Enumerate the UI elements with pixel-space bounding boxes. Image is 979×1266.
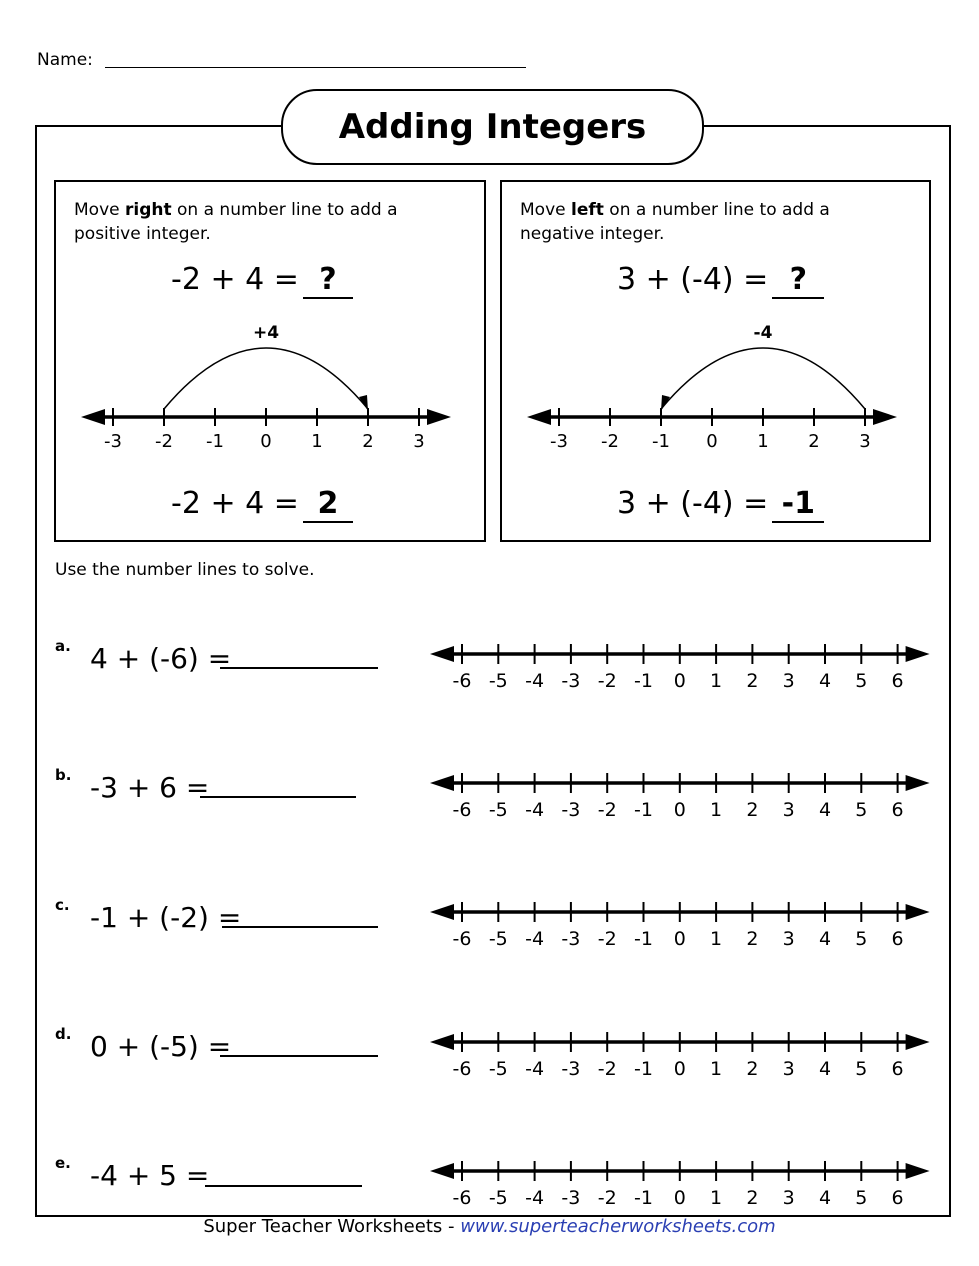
tick-label: -1 <box>634 799 653 821</box>
jump-arc <box>164 348 368 409</box>
tick-label: 5 <box>855 928 868 950</box>
tick-label: -6 <box>452 1187 472 1209</box>
tick-label: 2 <box>362 431 374 452</box>
tick-label: -6 <box>452 670 472 692</box>
tick-label: 5 <box>855 670 868 692</box>
tick-label: -1 <box>634 928 653 950</box>
page-title: Adding Integers <box>338 107 647 147</box>
jump-arrow-icon <box>661 395 670 411</box>
direction-word: left <box>571 200 604 220</box>
tick-label: 4 <box>818 799 832 821</box>
tick-label: -3 <box>561 670 581 692</box>
tick-label: 3 <box>782 1058 795 1080</box>
problem-expression: 4 + (-6) = <box>90 642 232 675</box>
question-mark: ? <box>303 262 353 299</box>
tick-label: 2 <box>746 1058 759 1080</box>
answer-line[interactable] <box>220 667 378 669</box>
tick-label: -5 <box>488 670 508 692</box>
tick-label: -4 <box>525 1058 545 1080</box>
example-panel-negative <box>500 180 931 542</box>
number-line-d <box>425 1018 935 1088</box>
tick-label: -2 <box>597 928 617 950</box>
tick-label: 5 <box>855 799 868 821</box>
tick-label: 0 <box>673 799 686 821</box>
tick-label: -5 <box>488 1058 508 1080</box>
tick-label: -6 <box>452 799 472 821</box>
tick-label: -1 <box>634 1058 653 1080</box>
tick-label: -4 <box>525 799 545 821</box>
tick-label: -4 <box>525 670 545 692</box>
tick-label: 1 <box>311 431 323 452</box>
example-answer: -2 + 4 = 2 <box>171 486 353 523</box>
right-arrow-icon <box>873 409 897 425</box>
tick-label: 1 <box>710 670 723 692</box>
example-question: -2 + 4 = ? <box>171 262 353 299</box>
right-arrow-icon <box>906 1163 930 1179</box>
problem-expression: -3 + 6 = <box>90 771 210 804</box>
problem-letter: a. <box>55 637 71 655</box>
footer-site: Super Teacher Worksheets - <box>203 1216 461 1237</box>
number-line-b <box>425 759 935 829</box>
tick-label: -5 <box>488 1187 508 1209</box>
answer-value: -1 <box>772 486 824 523</box>
right-arrow-icon <box>906 646 930 662</box>
answer-value: 2 <box>303 486 353 523</box>
tick-label: 5 <box>855 1187 868 1209</box>
tick-label: 0 <box>673 1187 686 1209</box>
left-arrow-icon <box>430 1163 454 1179</box>
tick-label: -3 <box>104 431 122 452</box>
right-arrow-icon <box>906 904 930 920</box>
tick-label: 4 <box>818 670 832 692</box>
tick-label: 1 <box>757 431 769 452</box>
tick-label: 2 <box>808 431 820 452</box>
example-panel-positive <box>54 180 486 542</box>
tick-label: 4 <box>818 928 832 950</box>
number-line-a <box>425 630 935 700</box>
tick-label: 3 <box>859 431 871 452</box>
tick-label: -1 <box>634 670 653 692</box>
left-arrow-icon <box>430 1034 454 1050</box>
problem-expression: -1 + (-2) = <box>90 901 242 934</box>
problem-letter: b. <box>55 766 72 784</box>
tick-label: 0 <box>260 431 272 452</box>
tick-label: 6 <box>891 1187 904 1209</box>
left-arrow-icon <box>527 409 551 425</box>
tick-label: -3 <box>561 928 581 950</box>
tick-label: 1 <box>710 928 723 950</box>
tick-label: 0 <box>673 928 686 950</box>
tick-label: -2 <box>597 1058 617 1080</box>
tick-label: -5 <box>488 799 508 821</box>
tick-label: 3 <box>782 670 795 692</box>
name-label: Name: <box>37 50 93 70</box>
problem-expression: -4 + 5 = <box>90 1159 210 1192</box>
tick-label: -3 <box>550 431 568 452</box>
jump-label: +4 <box>252 323 280 343</box>
example-answer: 3 + (-4) = -1 <box>617 486 824 523</box>
jump-arc <box>661 348 865 409</box>
example-instruction: Move right on a number line to add a positive integer. <box>74 200 398 244</box>
jump-arrow-icon <box>359 395 368 411</box>
tick-label: -1 <box>634 1187 653 1209</box>
problem-letter: c. <box>55 896 70 914</box>
tick-label: -6 <box>452 928 472 950</box>
answer-line[interactable] <box>200 796 356 798</box>
tick-label: 2 <box>746 799 759 821</box>
tick-label: -3 <box>561 1058 581 1080</box>
tick-label: -3 <box>561 1187 581 1209</box>
tick-label: -1 <box>206 431 224 452</box>
example-question: 3 + (-4) = ? <box>617 262 824 299</box>
right-arrow-icon <box>906 775 930 791</box>
tick-label: 3 <box>782 799 795 821</box>
tick-label: -2 <box>155 431 173 452</box>
left-arrow-icon <box>430 646 454 662</box>
tick-label: 1 <box>710 1058 723 1080</box>
answer-line[interactable] <box>222 926 378 928</box>
tick-label: -2 <box>597 799 617 821</box>
tick-label: 4 <box>818 1187 832 1209</box>
right-arrow-icon <box>427 409 451 425</box>
tick-label: 3 <box>782 1187 795 1209</box>
tick-label: 6 <box>891 799 904 821</box>
answer-line[interactable] <box>205 1185 362 1187</box>
right-arrow-icon <box>906 1034 930 1050</box>
tick-label: -2 <box>601 431 619 452</box>
direction-word: right <box>125 200 172 220</box>
tick-label: 6 <box>891 1058 904 1080</box>
left-arrow-icon <box>430 904 454 920</box>
example-instruction: Move left on a number line to add a negative integer. <box>520 200 830 244</box>
tick-label: -5 <box>488 928 508 950</box>
tick-label: 0 <box>673 670 686 692</box>
left-arrow-icon <box>430 775 454 791</box>
number-line-e <box>425 1147 935 1217</box>
jump-label: -4 <box>753 323 773 343</box>
problem-letter: d. <box>55 1025 72 1043</box>
title-banner <box>281 89 704 165</box>
problem-expression: 0 + (-5) = <box>90 1030 232 1063</box>
tick-label: 0 <box>673 1058 686 1080</box>
tick-label: 2 <box>746 928 759 950</box>
instructions: Use the number lines to solve. <box>55 560 315 580</box>
tick-label: 6 <box>891 928 904 950</box>
tick-label: -6 <box>452 1058 472 1080</box>
answer-line[interactable] <box>220 1055 378 1057</box>
tick-label: -4 <box>525 928 545 950</box>
tick-label: 4 <box>818 1058 832 1080</box>
left-arrow-icon <box>81 409 105 425</box>
problem-letter: e. <box>55 1154 71 1172</box>
tick-label: 3 <box>782 928 795 950</box>
tick-label: 5 <box>855 1058 868 1080</box>
tick-label: 6 <box>891 670 904 692</box>
name-input-line[interactable] <box>105 67 526 68</box>
tick-label: 2 <box>746 1187 759 1209</box>
tick-label: -2 <box>597 670 617 692</box>
tick-label: 2 <box>746 670 759 692</box>
tick-label: -1 <box>652 431 670 452</box>
tick-label: 1 <box>710 1187 723 1209</box>
tick-label: -2 <box>597 1187 617 1209</box>
number-line-c <box>425 888 935 958</box>
footer <box>0 1216 979 1237</box>
tick-label: 0 <box>706 431 718 452</box>
tick-label: -4 <box>525 1187 545 1209</box>
footer-url[interactable]: www.superteacherworksheets.com <box>460 1216 776 1237</box>
tick-label: 3 <box>413 431 425 452</box>
tick-label: -3 <box>561 799 581 821</box>
tick-label: 1 <box>710 799 723 821</box>
question-mark: ? <box>772 262 824 299</box>
